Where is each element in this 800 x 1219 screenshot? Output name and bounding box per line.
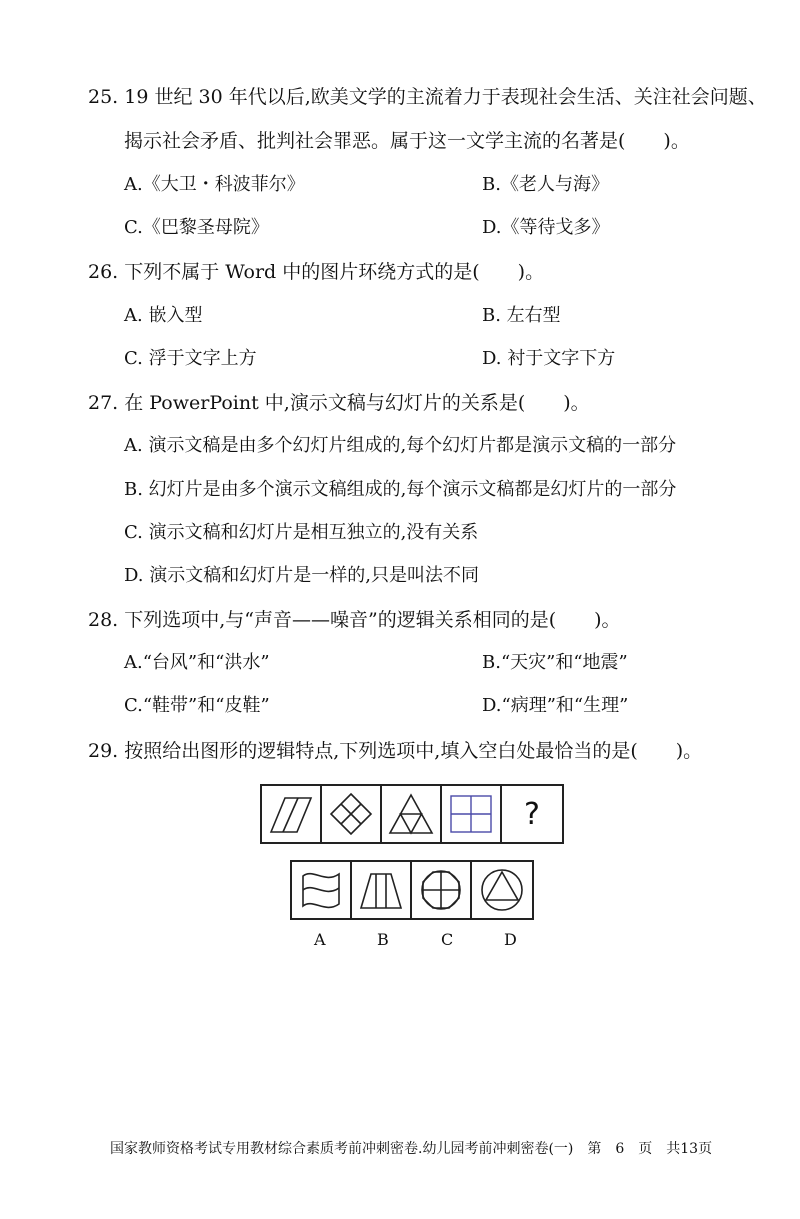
answer-label-b: B <box>377 930 389 949</box>
q27-option-b: B. 幻灯片是由多个演示文稿组成的,每个演示文稿都是幻灯片的一部分 <box>124 479 677 500</box>
q27-stem: 27. 在 PowerPoint 中,演示文稿与幻灯片的关系是( )。 <box>88 392 590 414</box>
answer-label-c: C <box>441 930 454 949</box>
answer-cell-a <box>292 862 352 918</box>
wavy-banner-icon <box>295 866 347 914</box>
q26-option-d: D. 衬于文字下方 <box>482 348 616 369</box>
parallelogram-split-icon <box>265 790 317 838</box>
q29-sequence-figure <box>260 784 564 844</box>
answer-label-a: A <box>314 930 326 949</box>
question-mark: ? <box>524 796 540 832</box>
q29-answer-figure <box>290 860 534 920</box>
circle-triangle-icon <box>476 866 528 914</box>
q27-option-c: C. 演示文稿和幻灯片是相互独立的,没有关系 <box>124 522 479 543</box>
triangle-split-icon <box>385 790 437 838</box>
q25-stem-line1: 25. 19 世纪 30 年代以后,欧美文学的主流着力于表现社会生活、关注社会问题、 <box>88 86 767 108</box>
q25-option-a: A.《大卫・科波菲尔》 <box>124 174 305 195</box>
q28-option-c: C.“鞋带”和“皮鞋” <box>124 695 270 716</box>
sequence-cell-blank <box>502 786 562 842</box>
answer-cell-b <box>352 862 412 918</box>
square-grid-icon <box>445 790 497 838</box>
q27-option-d: D. 演示文稿和幻灯片是一样的,只是叫法不同 <box>124 565 479 586</box>
sequence-cell-1 <box>262 786 322 842</box>
q25-option-d: D.《等待戈多》 <box>482 217 610 238</box>
q28-stem: 28. 下列选项中,与“声音——噪音”的逻辑关系相同的是( )。 <box>88 609 621 631</box>
sequence-cell-2 <box>322 786 382 842</box>
q28-option-a: A.“台风”和“洪水” <box>124 652 270 673</box>
q26-stem: 26. 下列不属于 Word 中的图片环绕方式的是( )。 <box>88 261 545 283</box>
sequence-cell-4 <box>442 786 502 842</box>
q25-option-b: B.《老人与海》 <box>482 174 609 195</box>
q28-option-d: D.“病理”和“生理” <box>482 695 629 716</box>
q27-option-a: A. 演示文稿是由多个幻灯片组成的,每个幻灯片都是演示文稿的一部分 <box>124 435 677 456</box>
q26-option-a: A. 嵌入型 <box>124 305 203 326</box>
q25-stem-line2: 揭示社会矛盾、批判社会罪恶。属于这一文学主流的名著是( )。 <box>124 130 690 152</box>
trapezoid-split-icon <box>355 866 407 914</box>
diamond-split-icon <box>325 790 377 838</box>
circle-octagon-icon <box>415 866 467 914</box>
answer-label-d: D <box>504 930 517 949</box>
q29-stem: 29. 按照给出图形的逻辑特点,下列选项中,填入空白处最恰当的是( )。 <box>88 740 703 762</box>
q25-option-c: C.《巴黎圣母院》 <box>124 217 269 238</box>
q26-option-b: B. 左右型 <box>482 305 561 326</box>
page-footer: 国家教师资格考试专用教材综合素质考前冲刺密卷.幼儿园考前冲刺密卷(一) 第 6 页 共13页 <box>110 1141 713 1157</box>
answer-cell-d <box>472 862 532 918</box>
q28-option-b: B.“天灾”和“地震” <box>482 652 628 673</box>
answer-cell-c <box>412 862 472 918</box>
sequence-cell-3 <box>382 786 442 842</box>
q26-option-c: C. 浮于文字上方 <box>124 348 257 369</box>
